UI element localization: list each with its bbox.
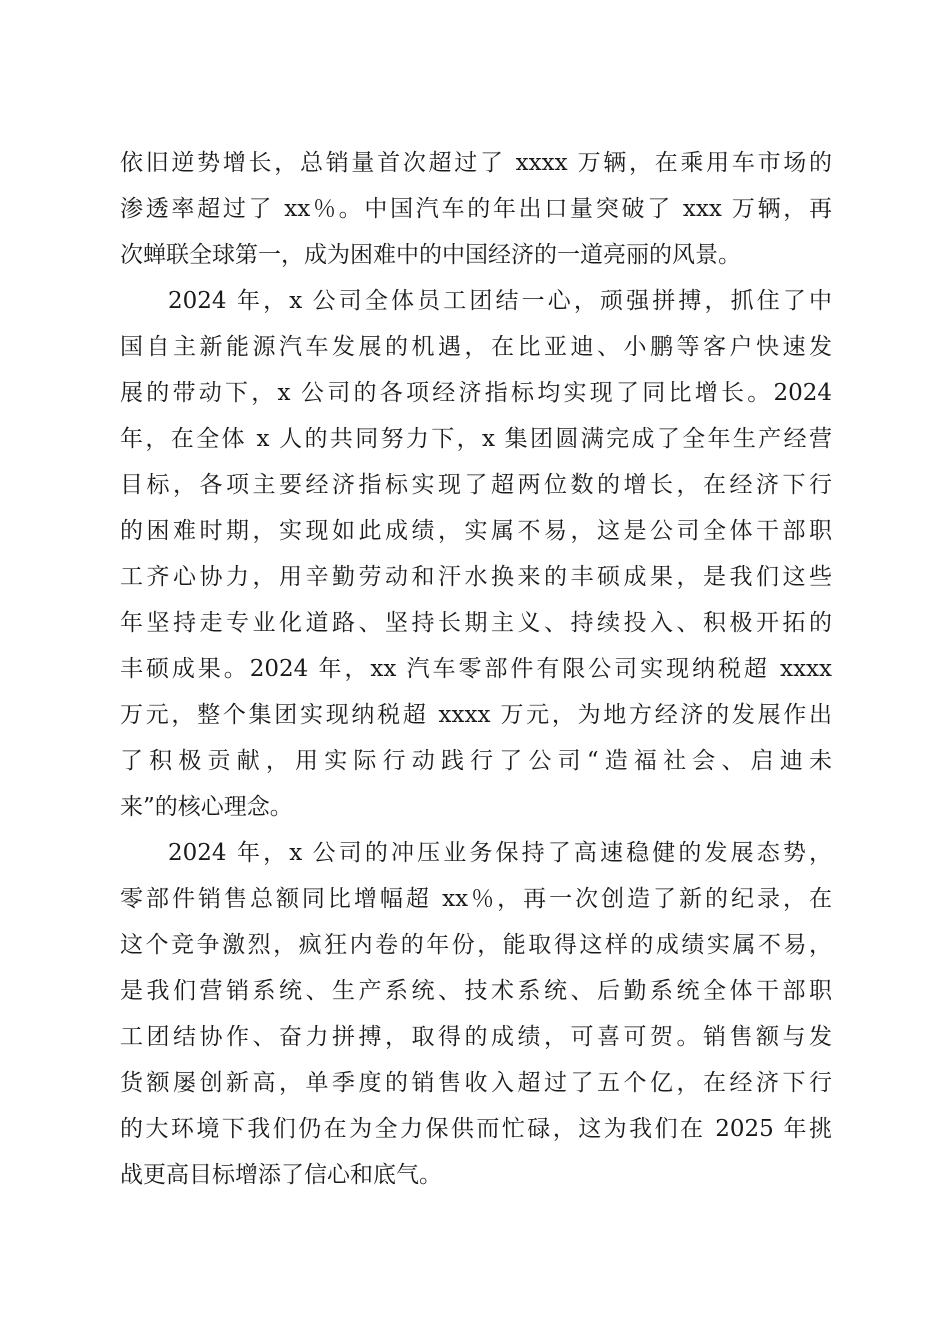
text-line: 2024 年，x 公司的冲压业务保持了高速稳健的发展态势， (168, 840, 832, 866)
text-line: 展的带动下，x 公司的各项经济指标均实现了同比增长。2024 (120, 380, 832, 406)
text-line: 2024 年，x 公司全体员工团结一心，顽强拼搏，抓住了中 (168, 288, 832, 314)
text-line: 国自主新能源汽车发展的机遇，在比亚迪、小鹏等客户快速发 (120, 334, 832, 360)
text-line: 工团结协作、奋力拼搏，取得的成绩，可喜可贺。销售额与发 (120, 1024, 832, 1050)
text-line: 来”的核心理念。 (120, 794, 293, 820)
text-line: 万元，整个集团实现纳税超 xxxx 万元，为地方经济的发展作出 (120, 702, 832, 728)
text-line: 货额屡创新高，单季度的销售收入超过了五个亿，在经济下行 (120, 1070, 832, 1096)
text-line: 丰硕成果。2024 年，xx 汽车零部件有限公司实现纳税超 xxxx (120, 656, 832, 682)
paragraph-2 (120, 278, 832, 830)
text-line: 工齐心协力，用辛勤劳动和汗水换来的丰硕成果，是我们这些 (120, 564, 832, 590)
text-line: 的困难时期，实现如此成绩，实属不易，这是公司全体干部职 (120, 518, 832, 544)
text-line: 是我们营销系统、生产系统、技术系统、后勤系统全体干部职 (120, 978, 832, 1004)
text-line: 渗透率超过了 xx％。中国汽车的年出口量突破了 xxx 万辆，再 (120, 196, 832, 222)
paragraph-3 (120, 830, 832, 1198)
document-body (120, 140, 832, 1198)
text-line: 依旧逆势增长，总销量首次超过了 xxxx 万辆，在乘用车市场的 (120, 150, 832, 176)
text-line: 目标，各项主要经济指标实现了超两位数的增长，在经济下行 (120, 472, 832, 498)
text-line: 的大环境下我们仍在为全力保供而忙碌，这为我们在 2025 年挑 (120, 1116, 832, 1142)
text-line: 了积极贡献，用实际行动践行了公司“造福社会、启迪未 (120, 748, 832, 774)
text-line: 这个竞争激烈，疯狂内卷的年份，能取得这样的成绩实属不易， (120, 932, 832, 958)
paragraph-1 (120, 140, 832, 278)
text-line: 零部件销售总额同比增幅超 xx％，再一次创造了新的纪录，在 (120, 886, 832, 912)
text-line: 年坚持走专业化道路、坚持长期主义、持续投入、积极开拓的 (120, 610, 832, 636)
text-line: 战更高目标增添了信心和底气。 (120, 1162, 442, 1188)
text-line: 年，在全体 x 人的共同努力下，x 集团圆满完成了全年生产经营 (120, 426, 832, 452)
text-line: 次蝉联全球第一，成为困难中的中国经济的一道亮丽的风景。 (120, 242, 741, 268)
